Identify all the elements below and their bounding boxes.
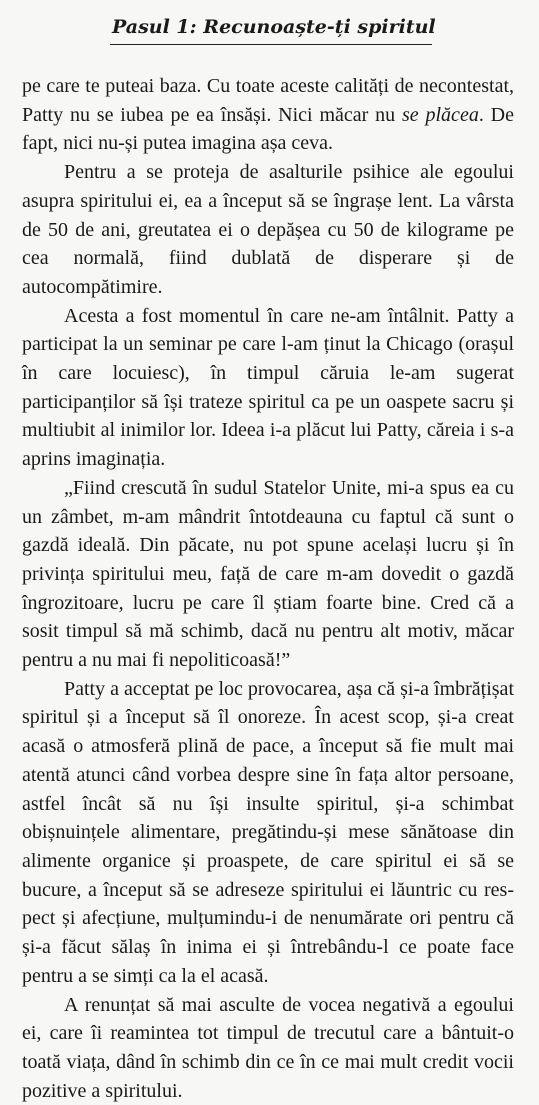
italic-text-run: se plăcea	[402, 104, 479, 126]
header-rule	[110, 44, 432, 45]
text-run: Acesta a fost momentul în care ne-am întâlnit. Patty a participat la un seminar pe care l-am ținut la Chicago (orașul în care locuiesc), în timpul căruia le-am sugerat participanților să își trateze spiritul ca pe un oaspete sacru și multiubit al inimilor lor. Ideea i-a plăcut lui Patty, căreia i s-a aprins imaginația.	[22, 305, 514, 471]
paragraph	[22, 72, 514, 158]
paragraph	[22, 675, 514, 991]
paragraph	[22, 991, 514, 1105]
text-run: Patty a acceptat pe loc provocarea, așa că și-a îmbrățișat spiritul și a început să îl onoreze. În acest scop, și-a creat acasă o atmosferă plină de pace, a început să fie mult mai atentă atunci când vorbea despre sine în fața altor persoane, astfel încât să nu își insulte spiritul, și-a schimbat obișnuințele alimentare, pregătindu-și mese sănătoase din alimente organice și proaspete, de care spiritul ei să se bucure, a început să se adreseze spiritului ei lăuntric cu respect și afecțiune, mulțumindu-i de nenumărate ori pentru că și-a făcut sălaș în inima ei și întrebându-l ce poate face pentru a se simți ca la el acasă.	[22, 678, 514, 987]
paragraph	[22, 302, 514, 474]
text-run: A renunțat să mai asculte de vocea negativă a egoului ei, care îi reamintea tot timpul de trecutul care a bântuit-o toată viața, dând în schimb din ce în ce mai mult credit vocii pozitive a spiritului.	[22, 994, 514, 1102]
text-run: . De fapt, nici nu-și putea imagina așa ceva.	[22, 104, 514, 155]
text-run: Pentru a se proteja de asalturile psihice ale egoului asupra spiritului ei, ea a început să se îngrașe lent. La vârsta de 50 de ani, greutatea ei o depășea cu 50 de kilograme pe cea normală, fiind dublată de disperare și de autocompătimire.	[22, 161, 514, 298]
paragraph	[22, 158, 514, 302]
paragraph	[22, 474, 514, 675]
text-run: „Fiind crescută în sudul Statelor Unite, mi-a spus ea cu un zâmbet, m-am mândrit întotdeauna cu faptul că sunt o gazdă ideală. Din păcate, nu pot spune același lucru și în privința spiritului meu, față de care m-am dovedit o gazdă îngrozitoare, lucru pe care îl știam foarte bine. Cred că a sosit timpul să mă schimb, dacă nu pentru alt motiv, măcar pentru a nu mai fi nepoliticoasă!”	[22, 477, 514, 671]
body-text	[22, 72, 514, 1105]
running-header-title: Pasul 1: Recunoaște-ți spiritul	[112, 16, 432, 38]
text-run: pe care te puteai baza. Cu toate aceste calități de necontestat, Patty nu se iubea pe ea însăși. Nici măcar nu	[22, 75, 514, 126]
